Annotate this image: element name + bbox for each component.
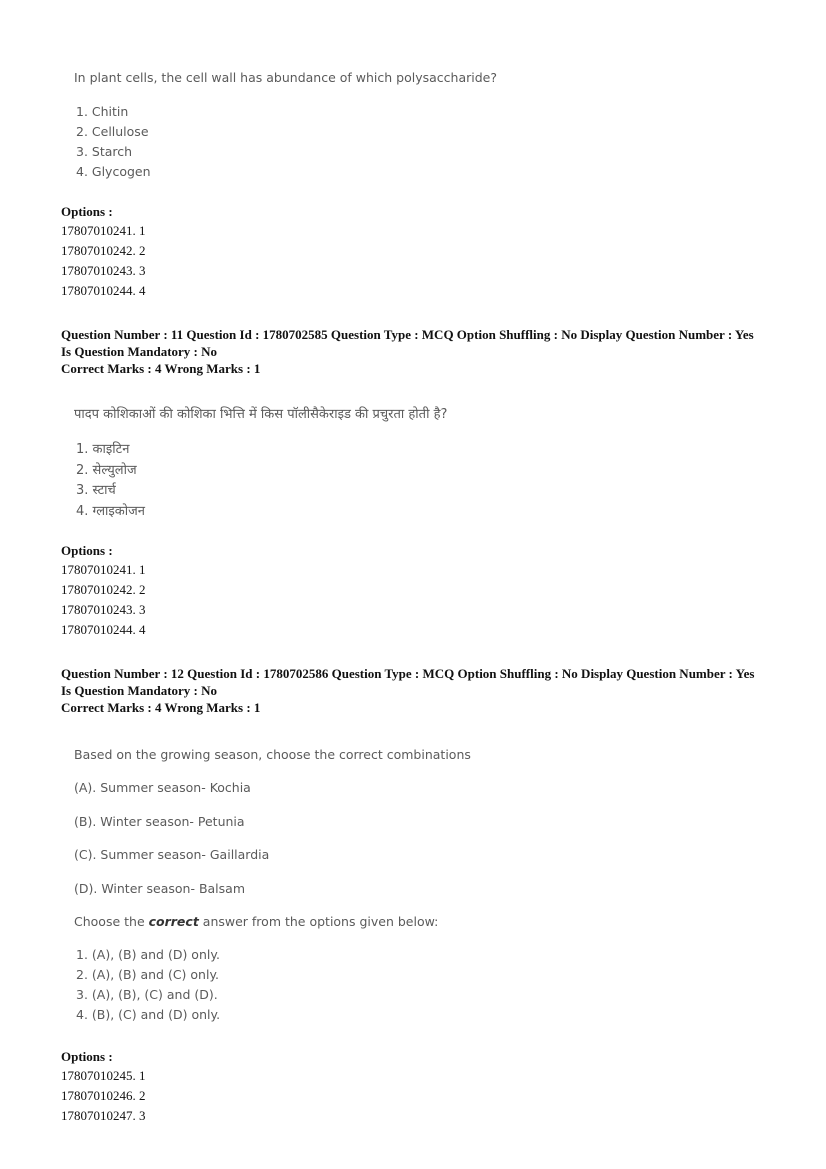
q11-options — [61, 541, 146, 640]
q12-option-1: 17807010245. 1 — [61, 1068, 146, 1083]
q10-option-1: 17807010241. 1 — [61, 223, 146, 238]
q12-instruction-post: answer from the options given below: — [198, 913, 439, 929]
q11-option-4: 17807010244. 4 — [61, 622, 146, 637]
q12-choice-4: 4. (B), (C) and (D) only. — [76, 1007, 221, 1023]
q12-statement-c: (C). Summer season- Gaillardia — [74, 847, 270, 863]
q12-instruction — [74, 912, 471, 932]
q10-question-image — [74, 68, 497, 182]
q12-options-title: Options : — [61, 1049, 113, 1064]
q10-choice-1: 1. Chitin — [76, 104, 129, 119]
q10-choice-list — [74, 102, 497, 182]
q11-meta — [61, 326, 754, 377]
q10-option-2: 17807010242. 2 — [61, 243, 146, 258]
q11-choice-list — [74, 440, 447, 522]
q11-meta-line-2: Is Question Mandatory : No — [61, 344, 218, 359]
q12-instruction-pre: Choose the — [74, 913, 149, 929]
q12-meta-line-1: Question Number : 12 Question Id : 1780702586 Question Type : MCQ Option Shuffling : No Display Question Number : Yes — [61, 666, 755, 681]
q12-meta-line-3: Correct Marks : 4 Wrong Marks : 1 — [61, 700, 261, 715]
q11-question-image — [74, 404, 447, 522]
q10-choice-3: 3. Starch — [76, 144, 133, 159]
q12-choice-1: 1. (A), (B) and (D) only. — [76, 947, 220, 963]
q11-choice-3: 3. स्टार्च — [76, 483, 116, 498]
q12-statement-d: (D). Winter season- Balsam — [74, 880, 245, 896]
q12-statement-b: (B). Winter season- Petunia — [74, 813, 245, 829]
q12-meta-line-2: Is Question Mandatory : No — [61, 683, 218, 698]
q12-question-image — [74, 745, 471, 1025]
q10-choice-2: 2. Cellulose — [76, 124, 149, 139]
q12-instruction-emphasis: correct — [148, 913, 199, 929]
q10-choice-4: 4. Glycogen — [76, 164, 151, 179]
q10-options — [61, 202, 146, 301]
q11-meta-line-3: Correct Marks : 4 Wrong Marks : 1 — [61, 361, 261, 376]
q12-choice-list — [74, 945, 471, 1025]
q11-choice-1: 1. काइटिन — [76, 442, 130, 457]
q12-options — [61, 1047, 146, 1126]
q10-stem: In plant cells, the cell wall has abundance of which polysaccharide? — [74, 70, 497, 85]
q12-option-2: 17807010246. 2 — [61, 1088, 146, 1103]
q11-choice-4: 4. ग्लाइकोजन — [76, 503, 145, 519]
q12-choice-3: 3. (A), (B), (C) and (D). — [76, 987, 218, 1003]
q12-choice-2: 2. (A), (B) and (C) only. — [76, 967, 220, 983]
q12-meta — [61, 665, 754, 716]
q11-option-1: 17807010241. 1 — [61, 562, 146, 577]
q11-option-2: 17807010242. 2 — [61, 582, 146, 597]
q11-choice-2: 2. सेल्युलोज — [76, 462, 137, 478]
q10-options-title: Options : — [61, 204, 113, 219]
q12-option-3: 17807010247. 3 — [61, 1108, 146, 1123]
q11-option-3: 17807010243. 3 — [61, 602, 146, 617]
q10-option-3: 17807010243. 3 — [61, 263, 146, 278]
q11-meta-line-1: Question Number : 11 Question Id : 1780702585 Question Type : MCQ Option Shuffling : No Display Question Number : Yes — [61, 327, 754, 342]
q11-options-title: Options : — [61, 543, 113, 558]
q10-option-4: 17807010244. 4 — [61, 283, 146, 298]
q11-stem: पादप कोशिकाओं की कोशिका भित्ति में किस पॉलीसैकेराइड की प्रचुरता होती है? — [74, 407, 448, 422]
q12-stem: Based on the growing season, choose the correct combinations — [74, 747, 471, 762]
q12-statement-a: (A). Summer season- Kochia — [74, 780, 251, 796]
